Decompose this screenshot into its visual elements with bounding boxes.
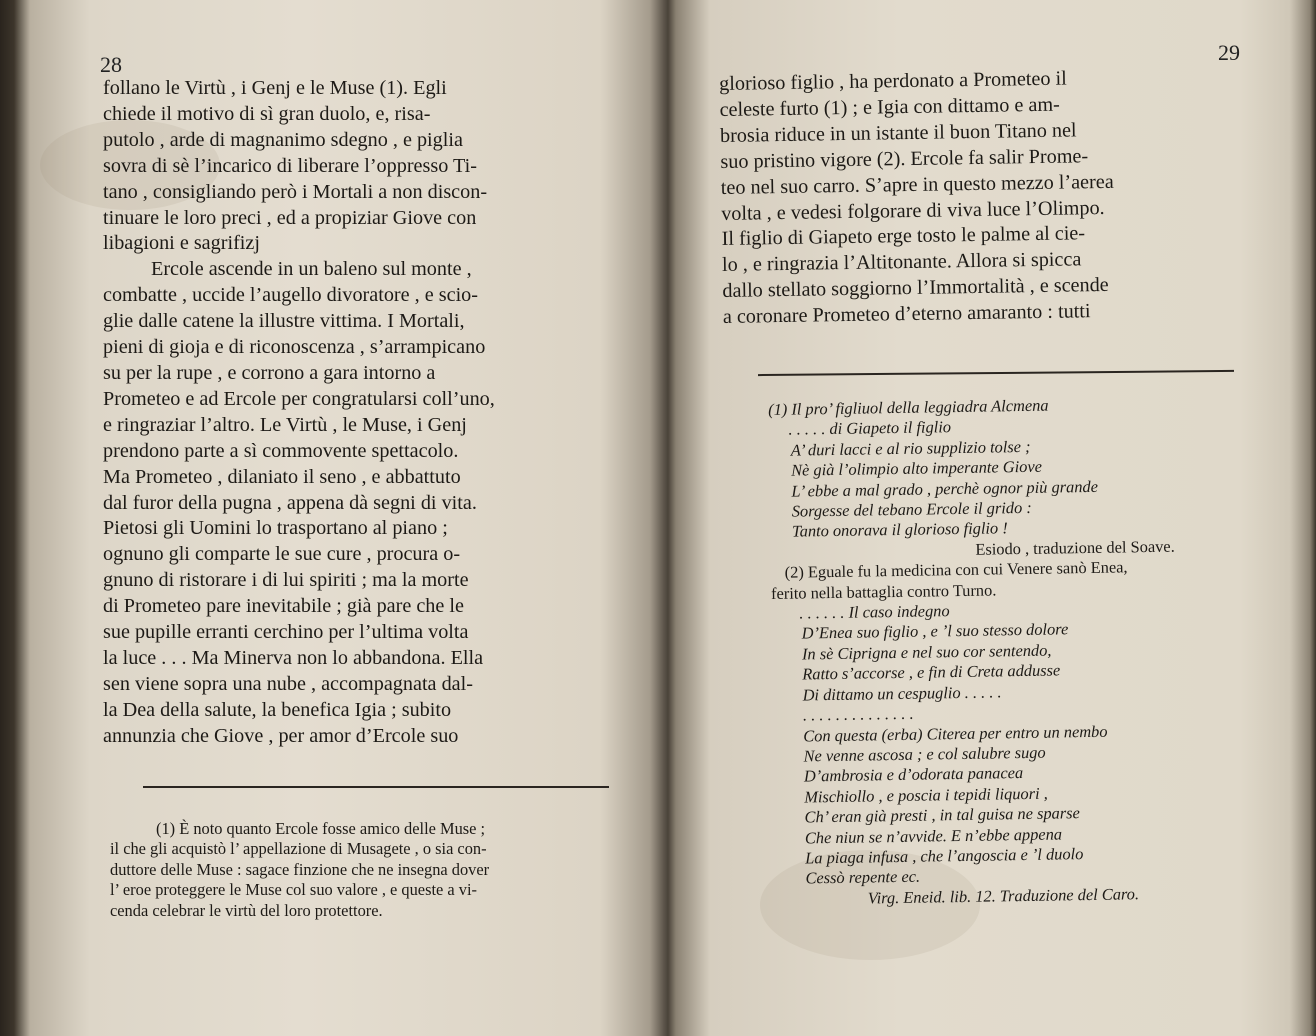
body-line: Ercole ascende in un baleno sul monte , bbox=[151, 258, 472, 281]
body-line: prendono parte a sì commovente spettacolo. bbox=[103, 439, 459, 462]
body-line: la luce . . . Ma Minerva non lo abbandona. Ella bbox=[103, 646, 484, 669]
verse-line: La piaga infusa , che l’angoscia e ’l duolo bbox=[805, 844, 1084, 868]
body-line: Il figlio di Giapeto erge tosto le palme al cie- bbox=[721, 222, 1086, 251]
right-footnotes bbox=[768, 392, 1286, 910]
footnote-rule bbox=[143, 786, 609, 788]
verse-line: Mischiollo , e poscia i tepidi liquori , bbox=[804, 783, 1048, 807]
body-line: di Prometeo pare inevitabile ; già pare che le bbox=[103, 595, 464, 618]
body-line: Pietosi gli Uomini lo trasportano al piano ; bbox=[103, 517, 448, 540]
body-line: a coronare Prometeo d’eterno amaranto : tutti bbox=[722, 300, 1091, 329]
footnote-attribution: Virg. Eneid. lib. 12. Traduzione del Caro. bbox=[867, 883, 1140, 908]
body-line: sue pupille erranti cerchino per l’ultima volta bbox=[103, 621, 469, 644]
verse-line: D’Enea suo figlio , e ’l suo stesso dolore bbox=[801, 619, 1069, 643]
verse-line: In sè Ciprigna e nel suo cor sentendo, bbox=[801, 640, 1052, 664]
verse-line: Nè già l’olimpio alto imperante Giove bbox=[790, 456, 1043, 480]
body-line: e ringraziar l’altro. Le Virtù , le Muse, i Genj bbox=[103, 413, 467, 436]
footnote-line: l’ eroe proteggere le Muse col suo valore , e queste a vi- bbox=[110, 880, 477, 900]
footnote-line: ferito nella battaglia contro Turno. bbox=[770, 580, 997, 603]
verse-line: Che niun se n’avvide. E n’ebbe appena bbox=[804, 823, 1063, 848]
verse-line: L’ ebbe a mal grado , perchè ognor più grande bbox=[791, 476, 1099, 501]
body-line: chiede il motivo di sì gran duolo, e, risa- bbox=[103, 102, 431, 125]
footnote-attribution: Esiodo , traduzione del Soave. bbox=[975, 536, 1175, 559]
body-line: celeste furto (1) ; e Igia con dittamo e am- bbox=[719, 93, 1060, 121]
right-page bbox=[668, 0, 1316, 1036]
body-line: gnuno di ristorare i di lui spiriti ; ma la morte bbox=[103, 569, 469, 592]
body-line: Prometeo e ad Ercole per congratularsi coll’uno, bbox=[103, 387, 495, 410]
verse-line: . . . . . . . . . . . . . . bbox=[802, 703, 914, 725]
footnote-line: duttore delle Muse : sagace finzione che ne insegna dover bbox=[110, 859, 490, 879]
body-line: pieni di gioja e di riconoscenza , s’arrampicano bbox=[103, 336, 486, 359]
page-number: 28 bbox=[100, 52, 122, 77]
body-line: la Dea della salute, la benefica Igia ; subito bbox=[103, 698, 452, 721]
footnote-line: cenda celebrar le virtù del loro protettore. bbox=[110, 900, 383, 920]
body-line: brosia riduce in un istante il buon Titano nel bbox=[719, 119, 1077, 147]
footnote-rule bbox=[758, 370, 1234, 376]
right-page-body bbox=[719, 64, 1253, 331]
body-line: tano , consigliando però i Mortali a non discon- bbox=[103, 180, 488, 203]
body-line: ognuno gli comparte le sue cure , procura o- bbox=[103, 543, 461, 566]
verse-line: Cessò repente ec. bbox=[805, 867, 921, 888]
verse-line: A’ duri lacci e al rio supplizio tolse ; bbox=[790, 436, 1031, 460]
body-line: teo nel suo carro. S’apre in questo mezzo l’aerea bbox=[720, 170, 1114, 199]
footnote-line: (2) Eguale fu la medicina con cui Venere sanò Enea, bbox=[784, 557, 1128, 583]
verse-line: D’ambrosia e d’odorata panacea bbox=[803, 763, 1024, 786]
body-line: dal furor della pugna , appena dà segni di vita. bbox=[103, 491, 477, 514]
body-line: Ma Prometeo , dilaniato il seno , e abbattuto bbox=[103, 465, 461, 488]
verse-line: Ratto s’accorse , e fin di Creta addusse bbox=[802, 660, 1061, 684]
verse-line: . . . . . . Il caso indegno bbox=[799, 601, 950, 623]
body-line: glorioso figlio , ha perdonato a Prometeo il bbox=[719, 67, 1067, 95]
body-line: suo pristino vigore (2). Ercole fa salir Prome- bbox=[720, 144, 1089, 173]
verse-line: Ne venne ascosa ; e col salubre sugo bbox=[803, 742, 1046, 766]
body-line: putolo , arde di magnanimo sdegno , e piglia bbox=[103, 128, 463, 151]
body-line: annunzia che Giove , per amor d’Ercole suo bbox=[103, 724, 459, 747]
page-number: 29 bbox=[1218, 40, 1240, 65]
verse-line: (1) Il pro’ figliuol della leggiadra Alcmena bbox=[768, 395, 1049, 419]
body-line: sovra di sè l’incarico di liberare l’oppresso Ti- bbox=[103, 154, 477, 177]
verse-line: Con questa (erba) Citerea per entro un nembo bbox=[803, 721, 1108, 745]
body-line: glie dalle catene la illustre vittima. I Mortali, bbox=[103, 310, 465, 333]
body-line: su per la rupe , e corrono a gara intorno a bbox=[103, 361, 436, 384]
body-line: dallo stellato soggiorno l’Immortalità , e scende bbox=[722, 274, 1109, 303]
body-line: lo , e ringrazia l’Altitonante. Allora si spicca bbox=[721, 248, 1082, 277]
verse-line: Ch’ eran già presti , in tal guisa ne sparse bbox=[804, 803, 1080, 827]
body-line: sen viene sopra una nube , accompagnata dal- bbox=[103, 672, 473, 695]
body-line: follano le Virtù , i Genj e le Muse (1). Egli bbox=[103, 77, 447, 99]
body-line: libagioni e sagrifizj bbox=[103, 232, 260, 255]
footnote-line: il che gli acquistò l’ appellazione di Musagete , o sia con- bbox=[110, 839, 487, 859]
body-line: combatte , uccide l’augello divoratore , e scio- bbox=[103, 284, 478, 307]
verse-line: . . . . . di Giapeto il figlio bbox=[788, 417, 952, 440]
body-line: volta , e vedesi folgorare di viva luce l’Olimpo. bbox=[721, 196, 1105, 225]
verse-line: Di dittamo un cespuglio . . . . . bbox=[802, 682, 1002, 705]
verse-line: Sorgesse del tebano Ercole il grido : bbox=[791, 497, 1032, 521]
left-page-body bbox=[103, 76, 643, 750]
verse-line: Tanto onorava il glorioso figlio ! bbox=[791, 518, 1008, 542]
footnote-line: (1) È noto quanto Ercole fosse amico delle Muse ; bbox=[156, 819, 486, 838]
left-footnote bbox=[110, 819, 645, 921]
body-line: tinuare le loro preci , ed a propiziar Giove con bbox=[103, 206, 477, 229]
